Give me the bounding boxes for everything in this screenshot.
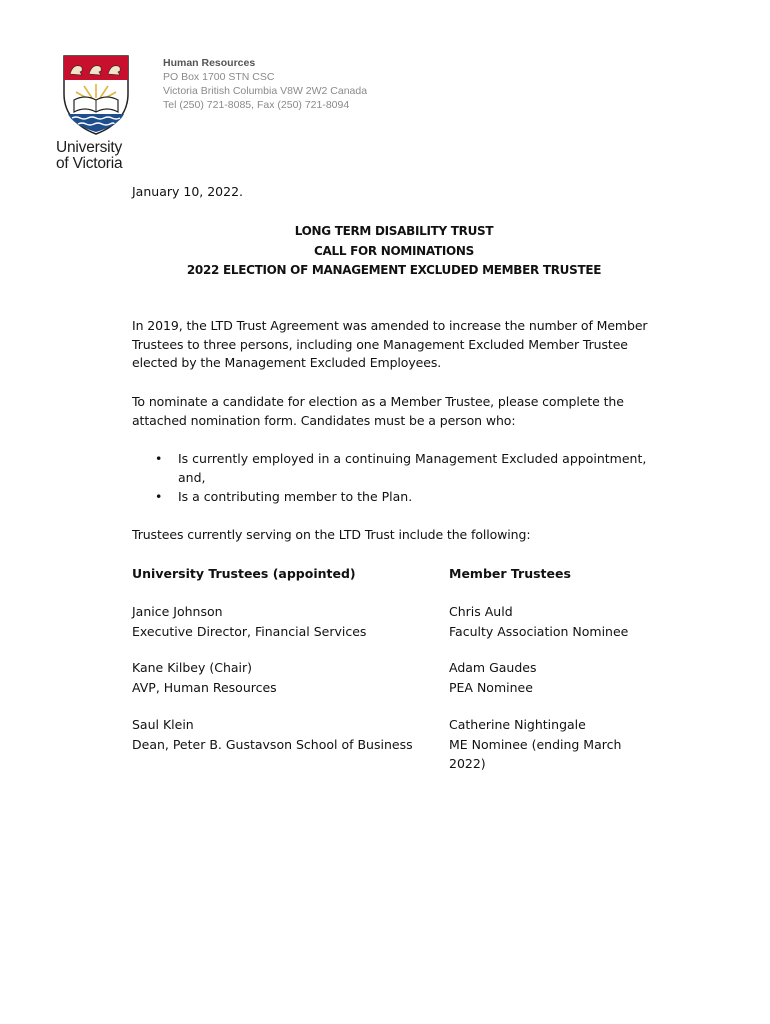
list-item xyxy=(132,449,652,487)
trustee-name: Chris Auld xyxy=(449,604,513,619)
heading-line-1: LONG TERM DISABILITY TRUST xyxy=(294,224,494,238)
university-trustee-entry xyxy=(132,658,432,697)
list-item-text: Is a contributing member to the Plan. xyxy=(178,489,413,504)
trustee-name: Catherine Nightingale xyxy=(449,717,586,732)
heading-line-2: CALL FOR NOMINATIONS xyxy=(314,243,474,258)
phone-fax: Tel (250) 721-8085, Fax (250) 721-8094 xyxy=(163,99,350,111)
trustee-name: Kane Kilbey (Chair) xyxy=(132,660,253,675)
trustee-role: Dean, Peter B. Gustavson School of Business xyxy=(132,736,413,752)
address-line-2: Victoria British Columbia V8W 2W2 Canada xyxy=(163,85,368,97)
letter-date: January 10, 2022. xyxy=(132,184,243,199)
university-crest-icon xyxy=(62,54,130,136)
bullet-icon: • xyxy=(155,451,163,466)
trustee-name: Adam Gaudes xyxy=(449,660,537,675)
trustee-role: Executive Director, Financial Services xyxy=(132,623,367,639)
wordmark-line-2: of Victoria xyxy=(56,155,123,172)
bullet-icon: • xyxy=(155,489,163,504)
trustee-role: PEA Nominee xyxy=(449,679,533,695)
university-logo xyxy=(56,54,136,172)
heading-line-3: 2022 ELECTION OF MANAGEMENT EXCLUDED MEMBER TRUSTEE xyxy=(186,263,602,277)
trustee-role: Faculty Association Nominee xyxy=(449,623,629,639)
trustee-role: AVP, Human Resources xyxy=(132,679,277,695)
address-line-1: PO Box 1700 STN CSC xyxy=(163,71,275,83)
department-address-block xyxy=(163,56,367,112)
trustee-name: Janice Johnson xyxy=(132,604,223,619)
member-trustees-heading: Member Trustees xyxy=(449,566,571,581)
wordmark-line-1: University xyxy=(56,139,123,156)
university-wordmark xyxy=(56,140,136,172)
paragraph-amendment: In 2019, the LTD Trust Agreement was amended to increase the number of Member Trustees to three persons, including one Management Excluded Member Trustee elected by the Management Excluded Employees. xyxy=(132,318,648,370)
university-trustee-entry xyxy=(132,602,432,641)
paragraph-nominate: To nominate a candidate for election as a Member Trustee, please complete the attached nomination form. Candidates must be a person who: xyxy=(132,394,624,428)
department-name: Human Resources xyxy=(163,57,256,69)
member-trustee-entry xyxy=(449,658,649,697)
eligibility-list xyxy=(132,449,652,506)
trustee-role: ME Nominee (ending March 2022) xyxy=(449,736,622,771)
member-trustee-entry xyxy=(449,715,639,774)
university-trustees-heading: University Trustees (appointed) xyxy=(132,566,356,581)
trustee-name: Saul Klein xyxy=(132,717,194,732)
paragraph-trustees-intro: Trustees currently serving on the LTD Trust include the following: xyxy=(132,527,531,542)
university-trustee-entry xyxy=(132,715,432,754)
letter-headings xyxy=(132,222,656,281)
list-item-text: Is currently employed in a continuing Management Excluded appointment, and, xyxy=(178,451,647,485)
list-item xyxy=(132,487,652,506)
member-trustee-entry xyxy=(449,602,649,641)
